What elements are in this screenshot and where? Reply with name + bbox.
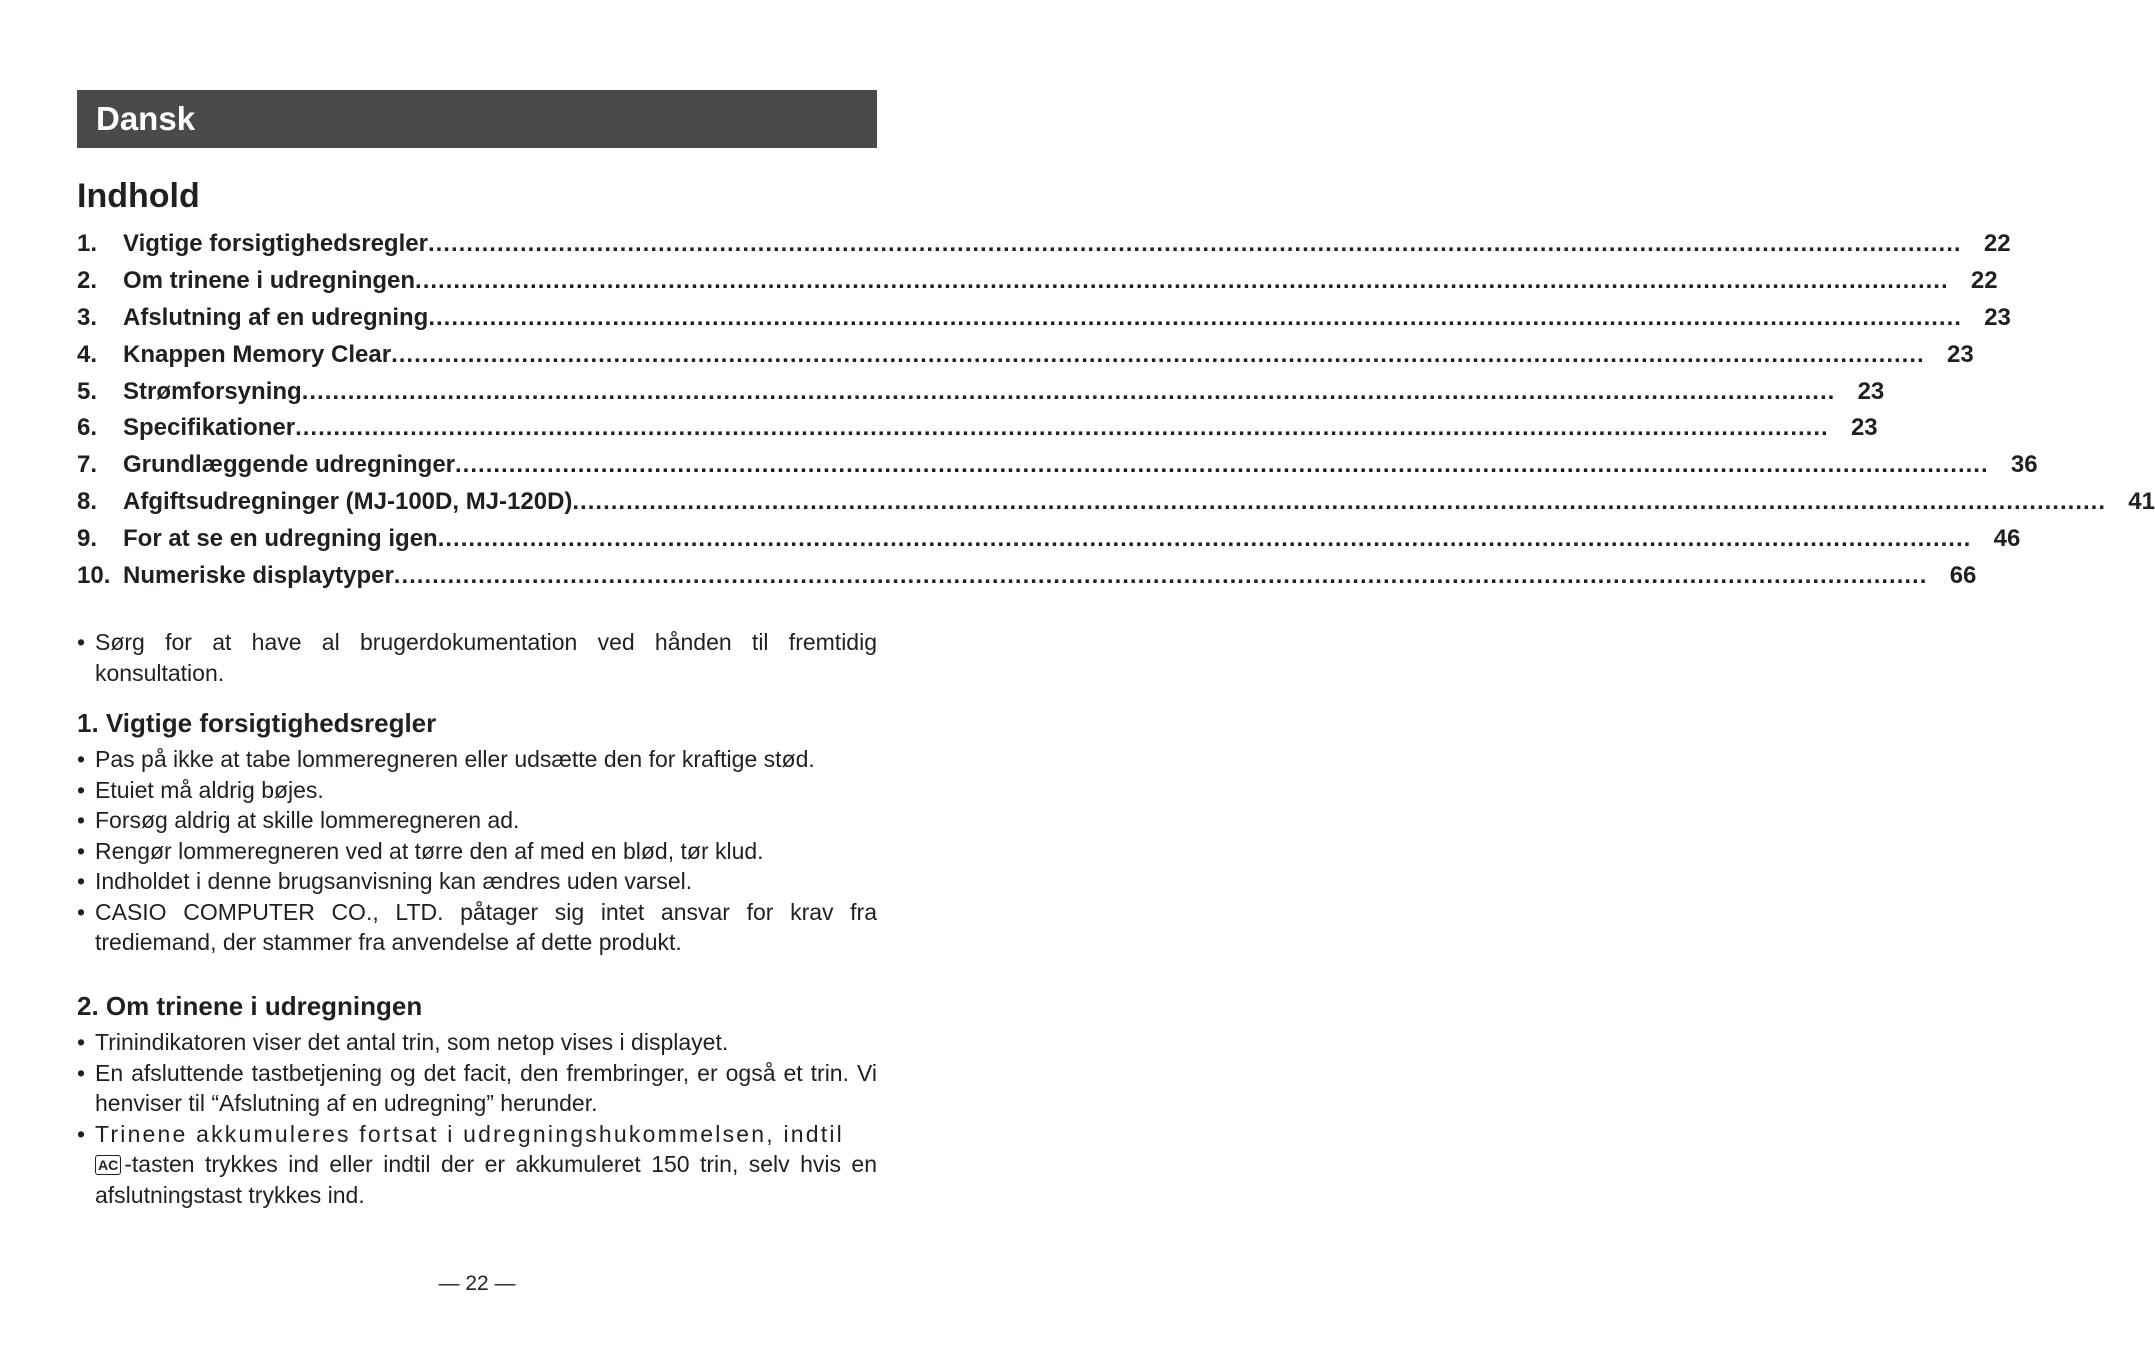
toc-entry-title: Afslutning af en udregning — [123, 303, 429, 331]
bullet-icon: • — [77, 837, 86, 864]
list-item — [77, 836, 877, 867]
toc-leader-dots: ........................................................................................................................................................................................................ — [572, 488, 2106, 516]
toc-entry-page: 41 — [2128, 488, 2155, 516]
list-item-text: Indholdet i denne brugsanvisning kan ændres uden varsel. — [95, 868, 693, 894]
list-item — [77, 744, 877, 775]
toc-leader-dots: ........................................................................................................................................................................................................ — [415, 266, 1949, 294]
list-item-text: Trinene akkumuleres fortsat i udregningshukommelsen, indtil — [95, 1120, 844, 1147]
intro-note — [77, 627, 877, 688]
toc-entry-title: Afgiftsudregninger (MJ-100D, MJ-120D) — [123, 488, 573, 516]
bullet-icon: • — [77, 898, 86, 925]
toc-entry-number: 8. — [77, 488, 98, 516]
toc-entry-page: 23 — [1850, 414, 1878, 442]
language-label: Dansk — [96, 100, 196, 137]
bullet-icon: • — [77, 629, 86, 655]
list-item — [77, 1119, 877, 1211]
table-of-contents — [77, 226, 2155, 595]
toc-entry[interactable] — [77, 337, 1974, 374]
toc-entry-page: 23 — [1984, 303, 2011, 331]
toc-entry-title: Grundlæggende udregninger — [123, 451, 456, 479]
toc-entry-title: Numeriske displaytyper — [123, 562, 394, 590]
note-text: Sørg for at have al brugerdokumentation ved hånden til fremtidig konsultation. — [95, 629, 877, 686]
list-item — [77, 866, 877, 897]
language-banner — [77, 90, 877, 148]
toc-entry[interactable] — [77, 300, 2011, 337]
toc-entry-title: Strømforsyning — [123, 377, 302, 405]
bullet-icon: • — [77, 1059, 86, 1086]
toc-entry-title: For at se en udregning igen — [123, 525, 438, 553]
toc-entry-title: Knappen Memory Clear — [123, 340, 392, 368]
toc-entry-title: Specifikationer — [123, 414, 296, 442]
list-item — [77, 1058, 877, 1119]
list-item-text: Rengør lommeregneren ved at tørre den af med en blød, tør klud. — [95, 837, 764, 864]
toc-entry-page: 46 — [1993, 525, 2021, 553]
list-item — [77, 805, 877, 836]
list-item — [77, 1027, 877, 1058]
toc-leader-dots: ........................................................................................................................................................................................................ — [393, 562, 1928, 590]
list-item-text: Etuiet må aldrig bøjes. — [95, 776, 324, 803]
toc-entry[interactable] — [77, 484, 2155, 521]
toc-entry[interactable] — [77, 410, 1878, 447]
list-item-text-cont: -tasten trykkes ind eller indtil der er akkumuleret 150 trin, selv hvis en afslutningstast trykkes ind. — [95, 1151, 877, 1208]
toc-entry-number: 5. — [77, 377, 98, 405]
toc-entry-page: 22 — [1983, 230, 2011, 257]
toc-entry[interactable] — [77, 226, 2011, 263]
toc-leader-dots: ........................................................................................................................................................................................................ — [295, 414, 1829, 442]
toc-entry-number: 7. — [77, 451, 98, 479]
bullet-icon: • — [77, 1029, 86, 1055]
section-heading: 1. Vigtige forsigtighedsregler — [77, 708, 437, 738]
toc-entry-number: 2. — [77, 266, 98, 294]
toc-leader-dots: ........................................................................................................................................................................................................ — [455, 451, 1989, 479]
toc-entry-number: 4. — [77, 340, 98, 368]
toc-entry[interactable] — [77, 447, 2038, 484]
toc-entry-number: 3. — [77, 303, 98, 331]
toc-title: Indhold — [77, 177, 200, 215]
toc-entry[interactable] — [77, 558, 1977, 595]
toc-entry-title: Vigtige forsigtighedsregler — [123, 230, 428, 257]
toc-entry-number: 10. — [77, 562, 111, 590]
toc-entry-page: 36 — [2010, 451, 2038, 479]
section-precautions — [77, 706, 877, 958]
toc-entry[interactable] — [77, 263, 1998, 300]
toc-leader-dots: ........................................................................................................................................................................................................ — [427, 230, 1962, 257]
toc-entry-page: 23 — [1946, 340, 1974, 368]
toc-leader-dots: ........................................................................................................................................................................................................ — [301, 377, 1836, 405]
toc-entry-number: 6. — [77, 414, 98, 442]
toc-entry[interactable] — [77, 521, 2021, 558]
toc-entry-page: 66 — [1949, 562, 1977, 590]
toc-entry-number: 1. — [77, 230, 98, 257]
toc-entry-page: 23 — [1857, 377, 1885, 405]
list-item — [77, 627, 877, 688]
toc-entry-page: 22 — [1970, 266, 1998, 294]
list-item — [77, 775, 877, 806]
bullet-icon: • — [77, 807, 86, 833]
toc-entry-number: 9. — [77, 525, 98, 553]
toc-leader-dots: ........................................................................................................................................................................................................ — [437, 525, 1972, 553]
page-number: — 22 — — [438, 1272, 516, 1295]
bullet-icon: • — [77, 868, 86, 894]
bullet-icon: • — [77, 1120, 86, 1147]
list-item-text: Forsøg aldrig at skille lommeregneren ad. — [95, 807, 520, 833]
toc-leader-dots: ........................................................................................................................................................................................................ — [391, 340, 1925, 368]
list-item-text: Pas på ikke at tabe lommeregneren eller udsætte den for kraftige stød. — [95, 746, 815, 772]
toc-entry-title: Om trinene i udregningen — [123, 266, 416, 294]
list-item-text: CASIO COMPUTER CO., LTD. påtager sig intet ansvar for krav fra trediemand, der stammer fra anvendelse af dette produkt. — [95, 898, 877, 955]
bullet-icon: • — [77, 776, 86, 803]
section-steps — [77, 989, 877, 1210]
bullet-icon: • — [77, 746, 86, 772]
list-item-text: Trinindikatoren viser det antal trin, som netop vises i displayet. — [95, 1029, 729, 1055]
list-item-text: En afsluttende tastbetjening og det facit, den frembringer, er også et trin. Vi henviser til “Afslutning af en udregning” herunder. — [95, 1059, 877, 1116]
section-heading: 2. Om trinene i udregningen — [77, 991, 423, 1021]
toc-leader-dots: ........................................................................................................................................................................................................ — [428, 303, 1962, 331]
list-item — [77, 897, 877, 958]
toc-entry[interactable] — [77, 374, 1885, 411]
ac-key-icon: AC — [95, 1155, 121, 1175]
